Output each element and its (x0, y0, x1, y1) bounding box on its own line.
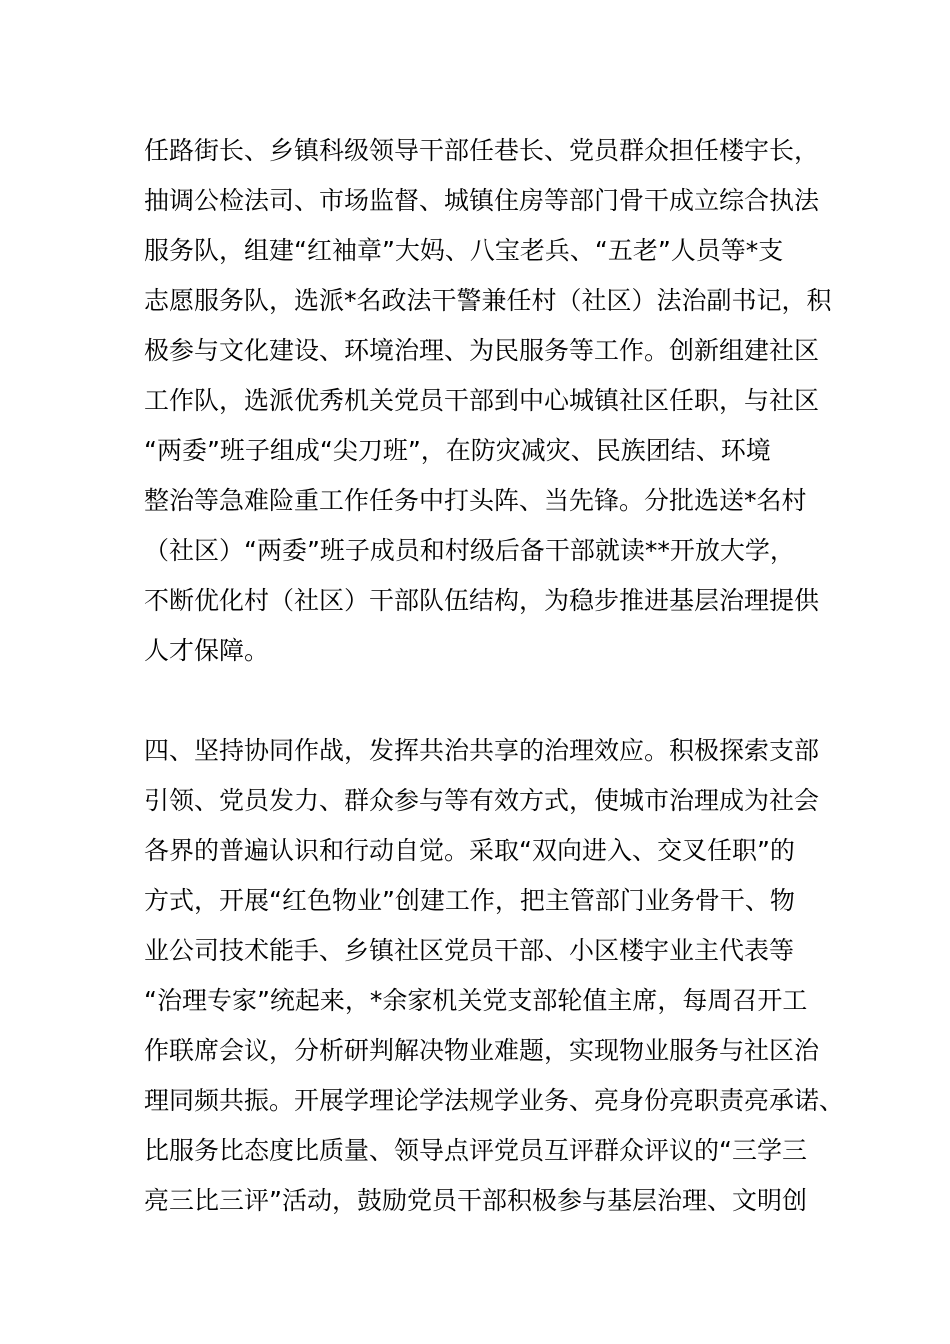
text-line: “两委”班子组成“尖刀班”，在防灾减灾、民族团结、环境 (144, 436, 771, 465)
text-line: 服务队，组建“红袖章”大妈、八宝老兵、“五老”人员等*支 (144, 236, 784, 265)
text-line: 各界的普遍认识和行动自觉。采取“双向进入、交叉任职”的 (144, 836, 795, 865)
text-line: 作联席会议，分析研判解决物业难题，实现物业服务与社区治 (144, 1036, 820, 1065)
text-line: （社区）“两委”班子成员和村级后备干部就读**开放大学， (144, 536, 795, 565)
text-line: “治理专家”统起来，*余家机关党支部轮值主席，每周召开工 (144, 986, 808, 1015)
section-heading-line: 四、坚持协同作战，发挥共治共享的治理效应。积极探索支部 (144, 736, 820, 765)
text-line: 业公司技术能手、乡镇社区党员干部、小区楼宇业主代表等 (144, 936, 795, 965)
text-line: 理同频共振。开展学理论学法规学业务、亮身份亮职责亮承诺、 (144, 1086, 845, 1115)
text-line: 不断优化村（社区）干部队伍结构，为稳步推进基层治理提供 (144, 586, 820, 615)
text-line: 志愿服务队，选派*名政法干警兼任村（社区）法治副书记，积 (144, 286, 832, 315)
text-line: 工作队，选派优秀机关党员干部到中心城镇社区任职，与社区 (144, 386, 820, 415)
text-line: 亮三比三评”活动，鼓励党员干部积极参与基层治理、文明创 (144, 1186, 807, 1215)
text-line: 极参与文化建设、环境治理、为民服务等工作。创新组建社区 (144, 336, 820, 365)
text-line: 整治等急难险重工作任务中打头阵、当先锋。分批选送*名村 (144, 486, 807, 515)
text-line: 比服务比态度比质量、领导点评党员互评群众评议的“三学三 (144, 1136, 807, 1165)
text-line: 人才保障。 (144, 636, 270, 665)
text-line: 抽调公检法司、市场监督、城镇住房等部门骨干成立综合执法 (144, 186, 820, 215)
text-line: 任路街长、乡镇科级领导干部任巷长、党员群众担任楼宇长， (144, 136, 820, 165)
text-line: 方式，开展“红色物业”创建工作，把主管部门业务骨干、物 (144, 886, 795, 915)
text-line: 引领、党员发力、群众参与等有效方式，使城市治理成为社会 (144, 786, 820, 815)
